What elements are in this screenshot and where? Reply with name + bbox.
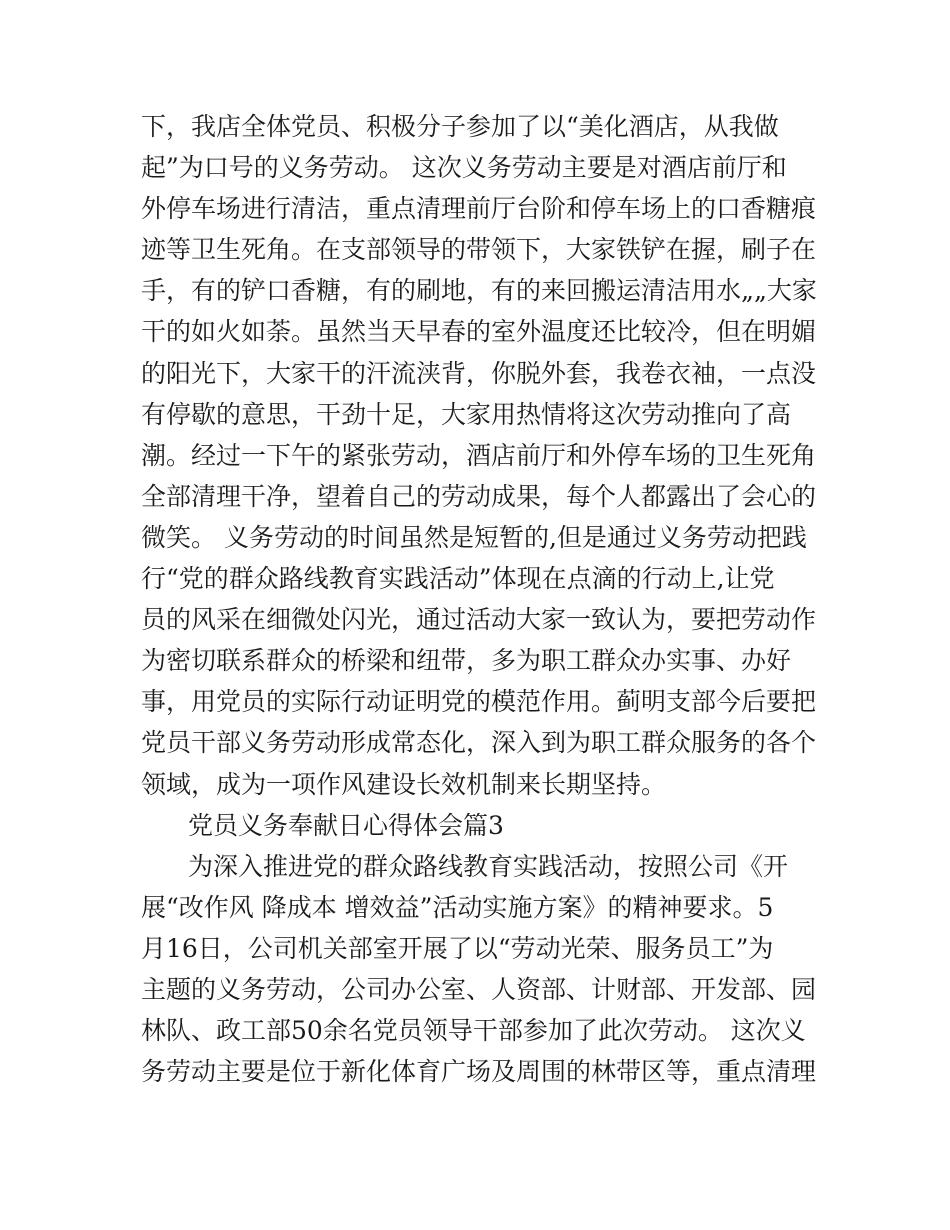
- text-line: 为密切联系群众的桥梁和纽带，多为职工群众办实事、办好: [141, 646, 792, 676]
- text-line: 月16日，公司机关部室开展了以“劳动光荣、服务员工”为: [141, 933, 774, 963]
- text-line: 干的如火如荼。虽然当天早春的室外温度还比较冷，但在明媚: [141, 317, 817, 347]
- document-body: [141, 106, 821, 1092]
- text-line: 起”为口号的义务劳动。 这次义务劳动主要是对酒店前厅和: [141, 153, 787, 183]
- text-line: 展“改作风 降成本 增效益”活动实施方案》的精神要求。5: [141, 892, 774, 922]
- text-line: 林队、政工部50余名党员领导干部参加了此次劳动。 这次义: [141, 1016, 806, 1046]
- text-line: 行“党的群众路线教育实践活动”体现在点滴的行动上,让党: [141, 564, 775, 594]
- text-line: 微笑。 义务劳动的时间虽然是短暂的,但是通过义务劳动把践: [141, 522, 807, 552]
- text-line: 有停歇的意思，干劲十足，大家用热情将这次劳动推向了高: [141, 399, 792, 429]
- section-heading: 党员义务奉献日心得体会篇3: [188, 810, 504, 840]
- text-line: 下，我店全体党员、积极分子参加了以“美化酒店，从我做: [141, 112, 779, 141]
- text-line: 潮。经过一下午的紧张劳动，酒店前厅和外停车场的卫生死角: [141, 440, 817, 470]
- text-line: 员的风采在细微处闪光，通过活动大家一致认为，要把劳动作: [141, 605, 817, 635]
- text-line: 手，有的铲口香糖，有的刷地，有的来回搬运清洁用水„„大家: [141, 276, 817, 306]
- text-line: 外停车场进行清洁，重点清理前厅台阶和停车场上的口香糖痕: [141, 194, 817, 224]
- text-line: 党员干部义务劳动形成常态化，深入到为职工群众服务的各个: [141, 728, 817, 758]
- text-line: 全部清理干净，望着自己的劳动成果，每个人都露出了会心的: [141, 481, 817, 511]
- text-line: 事，用党员的实际行动证明党的模范作用。蓟明支部今后要把: [141, 687, 817, 717]
- text-line: 的阳光下，大家干的汗流浃背，你脱外套，我卷衣袖，一点没: [141, 358, 817, 388]
- text-line: 领域，成为一项作风建设长效机制来长期坚持。: [141, 769, 667, 799]
- text-line: 主题的义务劳动，公司办公室、人资部、计财部、开发部、园: [141, 974, 817, 1004]
- text-line: 迹等卫生死角。在支部领导的带领下，大家铁铲在握，刷子在: [141, 235, 817, 265]
- text-line: 为深入推进党的群众路线教育实践活动，按照公司《开: [188, 851, 789, 881]
- text-line: 务劳动主要是位于新化体育广场及周围的林带区等，重点清理: [141, 1057, 817, 1087]
